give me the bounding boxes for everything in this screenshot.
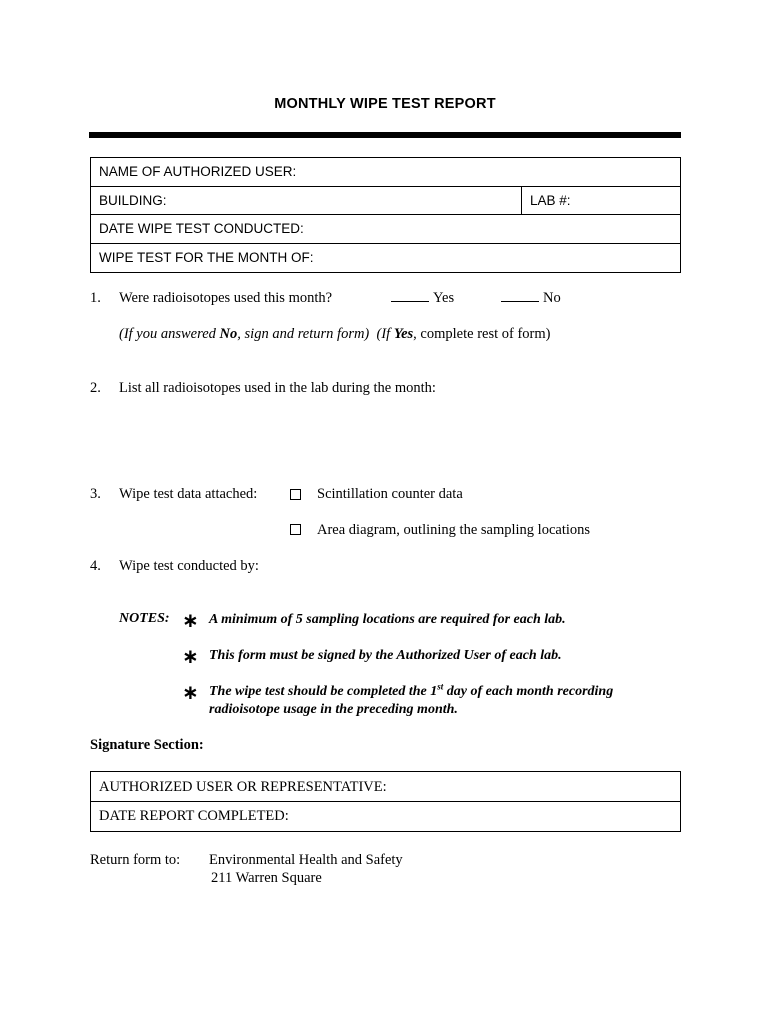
- date-completed-field[interactable]: [91, 802, 680, 831]
- note-item-continued: radioisotope usage in the preceding month.: [209, 702, 458, 717]
- notes-label: NOTES:: [119, 611, 170, 626]
- q1-yes-label: Yes: [433, 290, 455, 306]
- note-superscript: st: [437, 681, 444, 692]
- q4-number: 4.: [90, 558, 101, 574]
- instruction-yes: Yes: [393, 326, 414, 342]
- instruction-text: , complete rest of form): [413, 326, 551, 342]
- date-conducted-label: DATE WIPE TEST CONDUCTED:: [99, 221, 304, 236]
- q1-number: 1.: [90, 290, 101, 306]
- instruction-no: No: [219, 326, 238, 342]
- area-diagram-checkbox[interactable]: [290, 524, 301, 535]
- month-of-label: WIPE TEST FOR THE MONTH OF:: [99, 249, 314, 265]
- q1-yes-blank[interactable]: [391, 301, 429, 302]
- area-diagram-label: Area diagram, outlining the sampling locations: [317, 522, 591, 538]
- instruction-text: (If: [376, 326, 394, 342]
- return-address-line2: 211 Warren Square: [211, 870, 322, 886]
- authorized-user-label: NAME OF AUTHORIZED USER:: [99, 164, 297, 179]
- lab-number-field[interactable]: LAB #:: [521, 187, 571, 215]
- q1-yes-option[interactable]: [391, 290, 454, 307]
- info-table: [90, 157, 681, 273]
- representative-label: AUTHORIZED USER OR REPRESENTATIVE:: [99, 779, 387, 795]
- note-item: A minimum of 5 sampling locations are required for each lab.: [209, 612, 566, 627]
- note-item: This form must be signed by the Authorized User of each lab.: [209, 648, 562, 663]
- q1-instructions: [119, 326, 550, 343]
- note-item: [209, 681, 614, 700]
- q1-text: Were radioisotopes used this month?: [119, 290, 333, 306]
- q1-no-blank[interactable]: [501, 301, 539, 302]
- building-field[interactable]: BUILDING:: [99, 192, 167, 208]
- q4-text: Wipe test conducted by:: [119, 558, 259, 574]
- authorized-user-field[interactable]: [91, 158, 680, 187]
- representative-field[interactable]: [91, 772, 680, 802]
- signature-heading: Signature Section:: [90, 737, 204, 753]
- asterisk-icon: ∗: [182, 608, 199, 632]
- scintillation-label: Scintillation counter data: [317, 486, 463, 502]
- return-address-line1: Environmental Health and Safety: [209, 852, 403, 868]
- page-title: MONTHLY WIPE TEST REPORT: [274, 96, 496, 112]
- signature-table: [90, 771, 681, 832]
- q1-no-label: No: [543, 290, 561, 306]
- note-text: day of each month recording: [443, 684, 614, 699]
- asterisk-icon: ∗: [182, 680, 199, 704]
- date-conducted-field[interactable]: [91, 215, 680, 244]
- instruction-text: (If you answered: [119, 326, 220, 342]
- q1-no-option[interactable]: [501, 290, 561, 307]
- building-row: [91, 187, 680, 216]
- q2-text: List all radioisotopes used in the lab during the month:: [119, 380, 436, 396]
- asterisk-icon: ∗: [182, 644, 199, 668]
- instruction-text: , sign and return form): [237, 326, 370, 342]
- scintillation-checkbox[interactable]: [290, 489, 301, 500]
- date-completed-label: DATE REPORT COMPLETED:: [99, 808, 289, 824]
- note-text: The wipe test should be completed the 1: [209, 684, 438, 699]
- month-of-field[interactable]: [91, 244, 680, 273]
- title-rule: [89, 132, 681, 138]
- q2-number: 2.: [90, 380, 101, 396]
- return-label: Return form to:: [90, 852, 181, 868]
- q3-number: 3.: [90, 486, 101, 502]
- q3-text: Wipe test data attached:: [119, 486, 258, 502]
